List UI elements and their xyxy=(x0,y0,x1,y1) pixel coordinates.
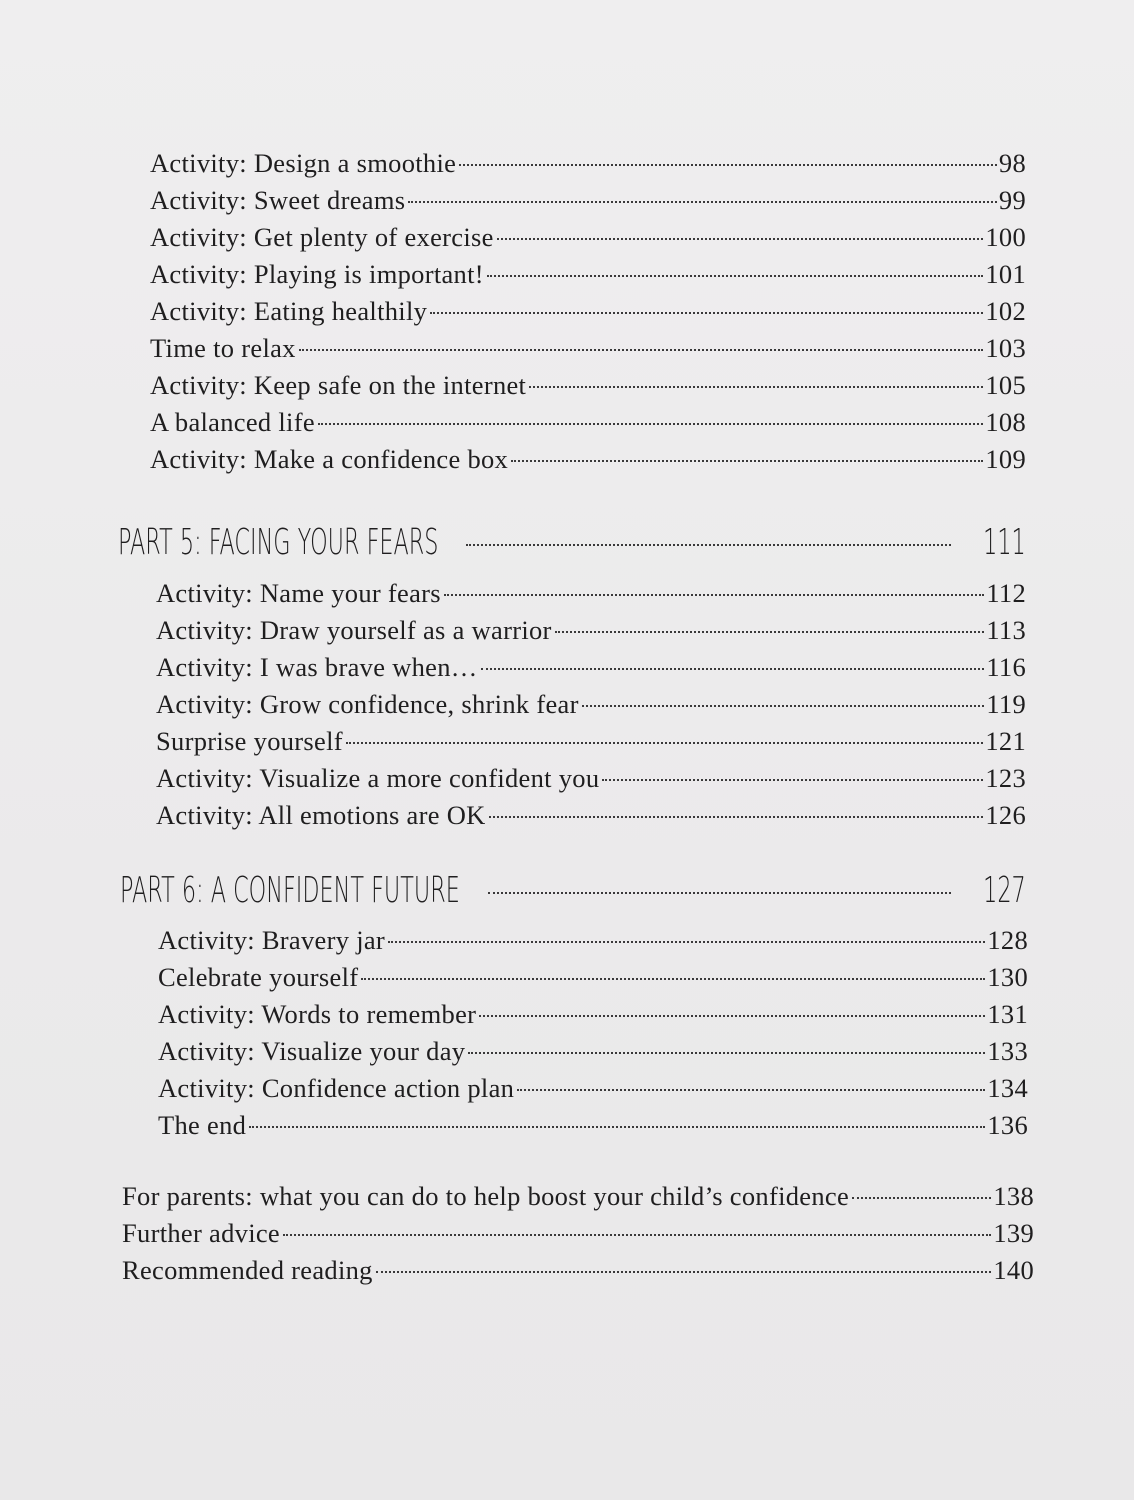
toc-entry-title: Activity: Words to remember xyxy=(158,999,477,1029)
toc-entry xyxy=(150,330,1026,367)
toc-entry xyxy=(158,1070,1028,1107)
toc-entry-title: A balanced life xyxy=(150,407,315,437)
dot-leader xyxy=(511,460,983,462)
toc-entry xyxy=(156,686,1026,723)
toc-entry-page: 123 xyxy=(985,763,1026,793)
toc-entry xyxy=(156,797,1026,834)
dot-leader xyxy=(582,705,985,707)
toc-entry-title: Celebrate yourself xyxy=(158,962,359,992)
part-heading-page: 127 xyxy=(983,870,1026,911)
dot-leader xyxy=(468,1052,985,1054)
toc-section-top xyxy=(150,145,1026,478)
part-heading-line xyxy=(120,866,1026,916)
dot-leader xyxy=(487,275,983,277)
toc-entry xyxy=(156,649,1026,686)
dot-leader xyxy=(481,668,985,670)
toc-section-part-6 xyxy=(158,922,1028,1144)
dot-leader xyxy=(376,1271,992,1273)
dot-leader xyxy=(249,1126,985,1128)
toc-entry-page: 140 xyxy=(993,1255,1034,1285)
toc-entry xyxy=(156,723,1026,760)
toc-entry xyxy=(158,996,1028,1033)
dot-leader xyxy=(602,779,983,781)
toc-entry-page: 109 xyxy=(985,444,1026,474)
toc-entry-page: 108 xyxy=(985,407,1026,437)
toc-entry-title: Activity: Keep safe on the internet xyxy=(150,370,527,400)
toc-entry-title: Recommended reading xyxy=(122,1255,373,1285)
dot-leader xyxy=(517,1089,985,1091)
toc-entry-page: 138 xyxy=(993,1181,1034,1211)
part-5-heading xyxy=(118,518,1026,568)
toc-entry-page: 102 xyxy=(985,296,1026,326)
toc-entry xyxy=(150,367,1026,404)
part-6-heading xyxy=(120,866,1026,916)
toc-entry-title: Time to relax xyxy=(150,333,296,363)
toc-entry-page: 101 xyxy=(985,259,1026,289)
dot-leader xyxy=(318,423,983,425)
dot-leader xyxy=(852,1197,991,1199)
toc-entry-page: 103 xyxy=(985,333,1026,363)
dot-leader xyxy=(299,349,984,351)
toc-entry-title: Activity: I was brave when… xyxy=(156,652,478,682)
toc-entry-page: 116 xyxy=(986,652,1026,682)
toc-section-back-matter xyxy=(122,1178,1034,1289)
toc-section-part-5 xyxy=(156,575,1026,834)
toc-entry xyxy=(150,182,1026,219)
toc-entry-title: Activity: Grow confidence, shrink fear xyxy=(156,689,579,719)
toc-entry xyxy=(150,256,1026,293)
toc-entry-page: 100 xyxy=(985,222,1026,252)
dot-leader xyxy=(555,631,985,633)
toc-entry-page: 99 xyxy=(998,185,1026,215)
toc-entry-title: Activity: Bravery jar xyxy=(158,925,386,955)
toc-entry-page: 126 xyxy=(985,800,1026,830)
toc-entry-page: 113 xyxy=(986,615,1026,645)
toc-entry-page: 139 xyxy=(993,1218,1034,1248)
toc-entry-title: Activity: Sweet dreams xyxy=(150,185,406,215)
toc-entry-page: 128 xyxy=(987,925,1028,955)
toc-entry-page: 131 xyxy=(987,999,1028,1029)
toc-entry-page: 119 xyxy=(986,689,1026,719)
dot-leader xyxy=(489,816,984,818)
toc-entry-title: Activity: Confidence action plan xyxy=(158,1073,515,1103)
dot-leader xyxy=(388,941,985,943)
toc-entry-title: Activity: Playing is important! xyxy=(150,259,484,289)
toc-entry xyxy=(122,1178,1034,1215)
toc-entry xyxy=(158,922,1028,959)
part-heading-title: PART 6: A CONFIDENT FUTURE xyxy=(120,870,460,911)
dot-leader xyxy=(479,1015,985,1017)
toc-entry xyxy=(122,1252,1034,1289)
toc-entry-title: Activity: Name your fears xyxy=(156,578,441,608)
toc-entry xyxy=(156,612,1026,649)
toc-entry-title: Surprise yourself xyxy=(156,726,343,756)
toc-entry-title: For parents: what you can do to help boost your child’s confidence xyxy=(122,1181,850,1211)
dot-leader xyxy=(488,892,951,894)
toc-entry xyxy=(156,760,1026,797)
toc-entry-title: Activity: Visualize a more confident you xyxy=(156,763,600,793)
toc-entry xyxy=(158,959,1028,996)
toc-entry-page: 130 xyxy=(987,962,1028,992)
dot-leader xyxy=(430,312,983,314)
dot-leader xyxy=(283,1234,991,1236)
toc-entry xyxy=(122,1215,1034,1252)
part-heading-line xyxy=(118,518,1026,568)
toc-entry-title: Activity: All emotions are OK xyxy=(156,800,486,830)
toc-entry-page: 98 xyxy=(998,148,1026,178)
dot-leader xyxy=(346,742,983,744)
toc-entry-title: Activity: Make a confidence box xyxy=(150,444,509,474)
toc-entry-page: 134 xyxy=(987,1073,1028,1103)
toc-entry-page: 136 xyxy=(987,1110,1028,1140)
toc-entry-page: 105 xyxy=(985,370,1026,400)
dot-leader xyxy=(466,544,951,546)
toc-entry-title: Activity: Eating healthily xyxy=(150,296,428,326)
toc-entry xyxy=(150,404,1026,441)
toc-entry-title: The end xyxy=(158,1110,247,1140)
toc-entry xyxy=(150,219,1026,256)
toc-entry xyxy=(158,1033,1028,1070)
toc-entry-title: Further advice xyxy=(122,1218,280,1248)
dot-leader xyxy=(361,978,985,980)
toc-entry-page: 133 xyxy=(987,1036,1028,1066)
toc-entry-title: Activity: Design a smoothie xyxy=(150,148,457,178)
dot-leader xyxy=(529,386,983,388)
dot-leader xyxy=(444,594,984,596)
dot-leader xyxy=(497,238,984,240)
toc-entry xyxy=(150,293,1026,330)
part-heading-page: 111 xyxy=(983,522,1026,563)
toc-entry xyxy=(150,145,1026,182)
toc-entry-title: Activity: Visualize your day xyxy=(158,1036,466,1066)
toc-entry xyxy=(150,441,1026,478)
toc-entry-page: 112 xyxy=(986,578,1026,608)
part-heading-title: PART 5: FACING YOUR FEARS xyxy=(118,522,439,563)
dot-leader xyxy=(459,164,997,166)
toc-entry xyxy=(156,575,1026,612)
dot-leader xyxy=(408,201,997,203)
toc-entry-title: Activity: Draw yourself as a warrior xyxy=(156,615,552,645)
toc-entry-page: 121 xyxy=(985,726,1026,756)
toc-entry xyxy=(158,1107,1028,1144)
toc-entry-title: Activity: Get plenty of exercise xyxy=(150,222,494,252)
